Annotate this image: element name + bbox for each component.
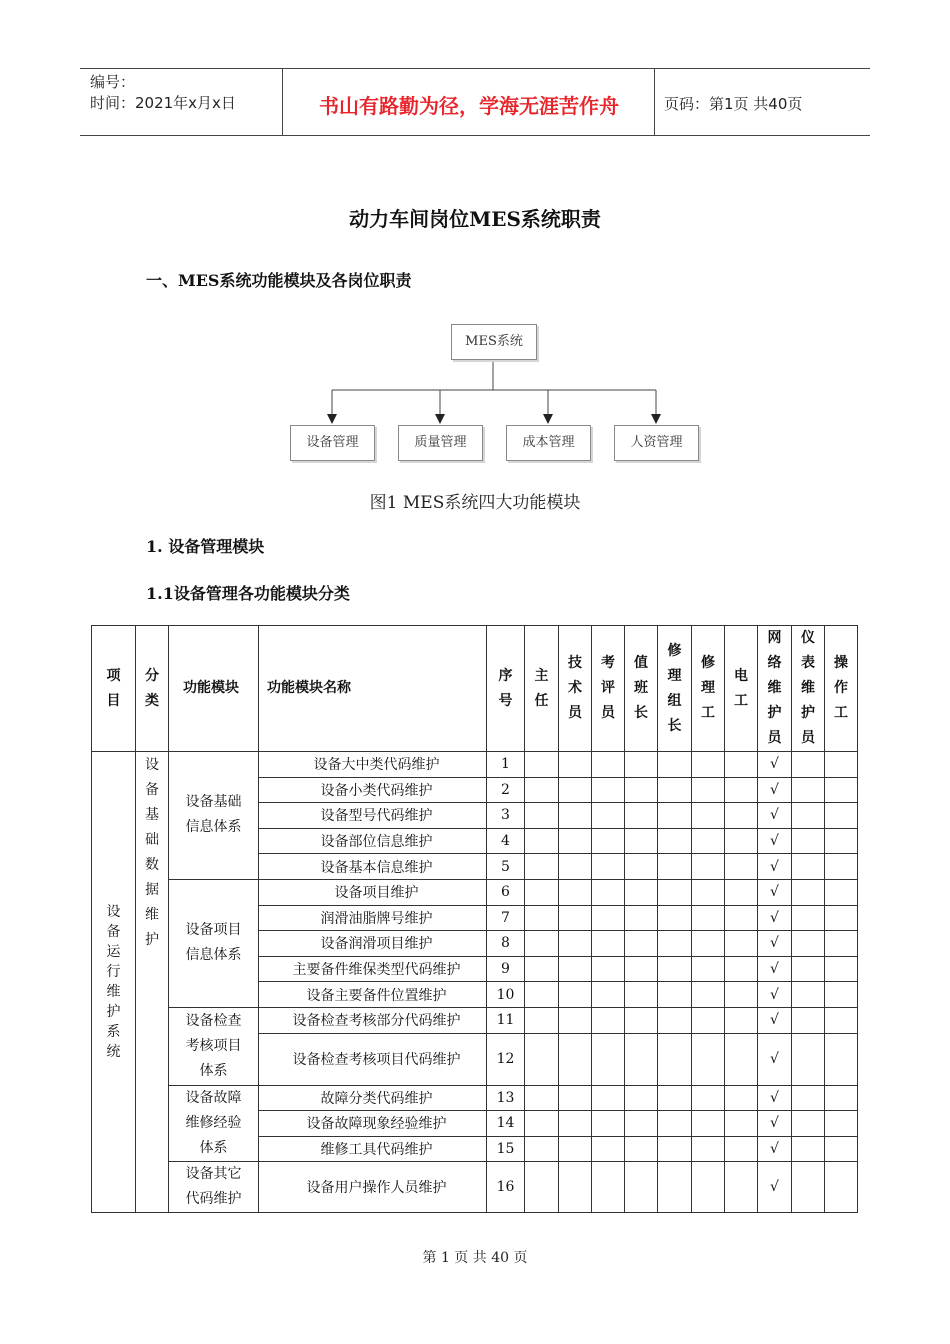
role-cell [658,1033,692,1085]
header-module-name: 功能模块名称 [259,626,487,752]
role-text: 电 工 [734,667,748,709]
role-cell [592,1111,625,1137]
role-cell [559,956,592,982]
header-project [92,626,136,752]
role-check-cell: √ [758,1136,792,1162]
seq-cell: 11 [487,1007,525,1033]
role-cell [792,1085,825,1111]
role-cell [725,905,758,931]
role-cell [625,1033,658,1085]
role-cell [658,828,692,854]
role-cell [592,982,625,1008]
module-name-cell: 设备型号代码维护 [259,803,487,829]
role-cell [625,956,658,982]
role-cell [592,828,625,854]
module-group-text: 设备检查考核项目体系 [185,1012,242,1079]
role-cell [592,777,625,803]
seq-cell: 7 [487,905,525,931]
role-cell [559,1033,592,1085]
role-cell [825,1136,858,1162]
role-check-cell: √ [758,982,792,1008]
role-cell [692,777,725,803]
diagram-box-cost: 成本管理 [506,425,591,461]
role-cell [625,803,658,829]
role-cell [658,1007,692,1033]
project-cell [92,752,136,1213]
document-title: 动力车间岗位MES系统职责 [349,207,601,231]
role-cell [559,752,592,778]
header-role-repair-lead [658,626,692,752]
role-cell [525,752,559,778]
role-cell [692,828,725,854]
role-cell [725,1033,758,1085]
role-cell [825,854,858,880]
role-cell [625,982,658,1008]
seq-cell: 2 [487,777,525,803]
role-cell [825,931,858,957]
role-cell [825,879,858,905]
role-cell [792,1136,825,1162]
role-cell [625,931,658,957]
module-name-cell: 设备项目维护 [259,879,487,905]
header-role-technician [559,626,592,752]
role-cell [592,803,625,829]
role-cell [525,1085,559,1111]
module-name-cell: 设备检查考核项目代码维护 [259,1033,487,1085]
role-check-cell: √ [758,1007,792,1033]
header-role-repair-worker [692,626,725,752]
role-cell [525,828,559,854]
role-cell [692,879,725,905]
seq-cell: 16 [487,1162,525,1213]
category-cell [136,752,169,1213]
seq-cell: 15 [487,1136,525,1162]
role-cell [559,982,592,1008]
role-cell [592,879,625,905]
role-check-cell: √ [758,1033,792,1085]
role-cell [592,854,625,880]
module-group-cell [169,752,259,880]
role-cell [825,1033,858,1085]
role-cell [725,854,758,880]
role-text: 考 评 员 [601,655,615,721]
header-meta [90,72,236,114]
header-role-network [758,626,792,752]
header-bottom-rule [80,135,870,136]
seq-cell: 9 [487,956,525,982]
role-cell [559,1111,592,1137]
role-check-cell: √ [758,752,792,778]
role-cell [658,1085,692,1111]
module-group-text: 设备其它代码维护 [185,1166,242,1208]
module-group-cell [169,879,259,1007]
header-page-info: 页码：第1页 共40页 [664,95,803,113]
role-cell [559,879,592,905]
role-cell [725,1162,758,1213]
role-cell [692,905,725,931]
table-row [92,1007,858,1033]
role-cell [825,803,858,829]
header-category-text: 分 类 [145,667,159,709]
role-text: 修 理 工 [701,655,715,721]
role-cell [725,828,758,854]
role-cell [792,1007,825,1033]
header-role-shift-leader [625,626,658,752]
section-heading-2: 1. 设备管理模块 [146,537,265,556]
role-cell [625,1162,658,1213]
role-cell [525,1111,559,1137]
role-cell [825,956,858,982]
role-text: 操 作 工 [834,655,848,721]
role-text: 主 任 [534,667,549,709]
header-role-director [525,626,559,752]
module-name-cell: 故障分类代码维护 [259,1085,487,1111]
seq-cell: 3 [487,803,525,829]
role-cell [625,879,658,905]
role-cell [692,982,725,1008]
role-cell [658,1162,692,1213]
header-category [136,626,169,752]
role-check-cell: √ [758,1111,792,1137]
header-role-instrument [792,626,825,752]
seq-cell: 8 [487,931,525,957]
header-seq [487,626,525,752]
role-cell [658,1111,692,1137]
role-cell [658,752,692,778]
module-name-cell: 设备基本信息维护 [259,854,487,880]
page-footer: 第 1 页 共 40 页 [422,1250,528,1266]
table-row [92,752,858,778]
role-cell [792,1162,825,1213]
module-name-cell: 主要备件维保类型代码维护 [259,956,487,982]
role-cell [625,1007,658,1033]
header-role-operator [825,626,858,752]
role-cell [692,1162,725,1213]
role-cell [592,905,625,931]
module-name-cell: 设备部位信息维护 [259,828,487,854]
module-group-cell [169,1085,259,1162]
diagram-root-box: MES系统 [451,324,537,360]
header-role-electrician [725,626,758,752]
role-cell [658,931,692,957]
role-cell [559,905,592,931]
module-name-cell: 设备用户操作人员维护 [259,1162,487,1213]
role-cell [792,752,825,778]
seq-cell: 1 [487,752,525,778]
role-check-cell: √ [758,854,792,880]
role-cell [658,982,692,1008]
role-cell [725,803,758,829]
role-cell [825,1162,858,1213]
table-row [92,879,858,905]
role-cell [525,982,559,1008]
seq-cell: 14 [487,1111,525,1137]
role-cell [625,1085,658,1111]
role-cell [525,1007,559,1033]
role-cell [625,905,658,931]
role-cell [525,803,559,829]
module-group-cell [169,1007,259,1085]
role-cell [692,956,725,982]
header-project-text: 项 目 [106,667,121,709]
module-group-text: 设备故障维修经验体系 [185,1089,242,1156]
role-cell [825,777,858,803]
seq-cell: 4 [487,828,525,854]
header-number: 编号： [90,73,136,91]
role-cell [525,905,559,931]
role-cell [525,777,559,803]
role-cell [792,854,825,880]
module-name-cell: 设备故障现象经验维护 [259,1111,487,1137]
seq-cell: 6 [487,879,525,905]
role-cell [559,1162,592,1213]
role-cell [592,1085,625,1111]
module-name-cell: 设备润滑项目维护 [259,931,487,957]
role-cell [825,828,858,854]
role-check-cell: √ [758,777,792,803]
role-cell [692,1007,725,1033]
role-cell [559,803,592,829]
diagram-box-equipment: 设备管理 [290,425,375,461]
role-cell [592,931,625,957]
role-cell [792,803,825,829]
role-cell [592,1007,625,1033]
role-cell [658,854,692,880]
role-cell [658,803,692,829]
role-cell [825,752,858,778]
role-cell [592,956,625,982]
role-cell [625,1136,658,1162]
role-check-cell: √ [758,1162,792,1213]
role-cell [792,879,825,905]
role-check-cell: √ [758,879,792,905]
role-cell [725,777,758,803]
role-cell [692,1111,725,1137]
role-check-cell: √ [758,1085,792,1111]
section-heading-3: 1.1设备管理各功能模块分类 [146,584,350,603]
module-name-cell: 设备主要备件位置维护 [259,982,487,1008]
seq-cell: 10 [487,982,525,1008]
role-text: 修 理 组 长 [667,642,682,734]
role-check-cell: √ [758,931,792,957]
role-text: 技 术 员 [568,655,582,721]
role-cell [692,803,725,829]
section-heading-1: 一、MES系统功能模块及各岗位职责 [146,271,412,290]
header-motto: 书山有路勤为径，学海无涯苦作舟 [319,94,619,118]
header-divider-right [654,68,655,136]
role-cell [692,1136,725,1162]
table-header-row [92,626,858,752]
role-cell [792,1111,825,1137]
role-cell [525,931,559,957]
seq-cell: 12 [487,1033,525,1085]
role-text: 值 班 长 [634,655,648,721]
role-cell [625,854,658,880]
role-cell [792,905,825,931]
role-cell [592,752,625,778]
role-cell [725,752,758,778]
role-cell [592,1136,625,1162]
diagram-box-quality: 质量管理 [398,425,483,461]
seq-cell: 13 [487,1085,525,1111]
role-cell [825,1111,858,1137]
role-cell [692,854,725,880]
header-seq-text: 序 号 [498,667,513,709]
role-cell [725,931,758,957]
table-row [92,1162,858,1213]
module-name-cell: 设备小类代码维护 [259,777,487,803]
role-cell [625,777,658,803]
role-check-cell: √ [758,828,792,854]
role-cell [692,931,725,957]
role-cell [525,1162,559,1213]
role-cell [525,956,559,982]
role-cell [559,1085,592,1111]
role-cell [792,828,825,854]
header-role-evaluator [592,626,625,752]
role-cell [825,1007,858,1033]
role-check-cell: √ [758,803,792,829]
module-name-cell: 维修工具代码维护 [259,1136,487,1162]
header-top-rule [80,68,870,69]
role-cell [525,1033,559,1085]
project-text: 设 备 运 行 维 护 系 统 [106,904,121,1061]
seq-cell: 5 [487,854,525,880]
role-cell [559,931,592,957]
figure-caption: 图1 MES系统四大功能模块 [369,493,581,513]
role-cell [825,1085,858,1111]
header-module: 功能模块 [169,626,259,752]
role-cell [625,828,658,854]
role-cell [658,956,692,982]
role-cell [592,1033,625,1085]
role-cell [725,1085,758,1111]
role-cell [725,956,758,982]
role-cell [559,828,592,854]
role-cell [658,905,692,931]
module-group-text: 设备基础信息体系 [185,794,242,836]
role-cell [725,1007,758,1033]
role-cell [658,777,692,803]
role-cell [525,1136,559,1162]
header-time: 时间：2021年x月x日 [90,94,236,112]
module-name-cell: 设备大中类代码维护 [259,752,487,778]
role-cell [658,1136,692,1162]
role-check-cell: √ [758,905,792,931]
module-name-cell: 润滑油脂牌号维护 [259,905,487,931]
module-group-cell [169,1162,259,1213]
role-check-cell: √ [758,956,792,982]
mes-module-diagram [285,318,705,468]
role-cell [792,1033,825,1085]
role-cell [559,854,592,880]
category-text: 设 备 基 础 数 据 维 护 [145,757,159,948]
role-cell [692,752,725,778]
diagram-box-hr: 人资管理 [614,425,699,461]
role-cell [625,752,658,778]
role-text: 仪 表 维 护 员 [801,630,815,746]
role-cell [725,879,758,905]
role-cell [725,1136,758,1162]
role-cell [825,905,858,931]
module-role-table [91,625,858,1213]
role-cell [792,982,825,1008]
role-cell [658,879,692,905]
module-group-text: 设备项目信息体系 [185,922,242,964]
role-cell [525,854,559,880]
role-cell [692,1085,725,1111]
role-cell [692,1033,725,1085]
role-cell [625,1111,658,1137]
role-cell [792,956,825,982]
role-cell [559,1136,592,1162]
role-cell [725,1111,758,1137]
module-name-cell: 设备检查考核部分代码维护 [259,1007,487,1033]
role-cell [792,931,825,957]
role-text: 网 络 维 护 员 [767,630,782,746]
role-cell [725,982,758,1008]
role-cell [825,982,858,1008]
role-cell [525,879,559,905]
role-cell [592,1162,625,1213]
role-cell [559,777,592,803]
role-cell [559,1007,592,1033]
role-cell [792,777,825,803]
table-row [92,1085,858,1111]
header-divider-left [282,68,283,136]
